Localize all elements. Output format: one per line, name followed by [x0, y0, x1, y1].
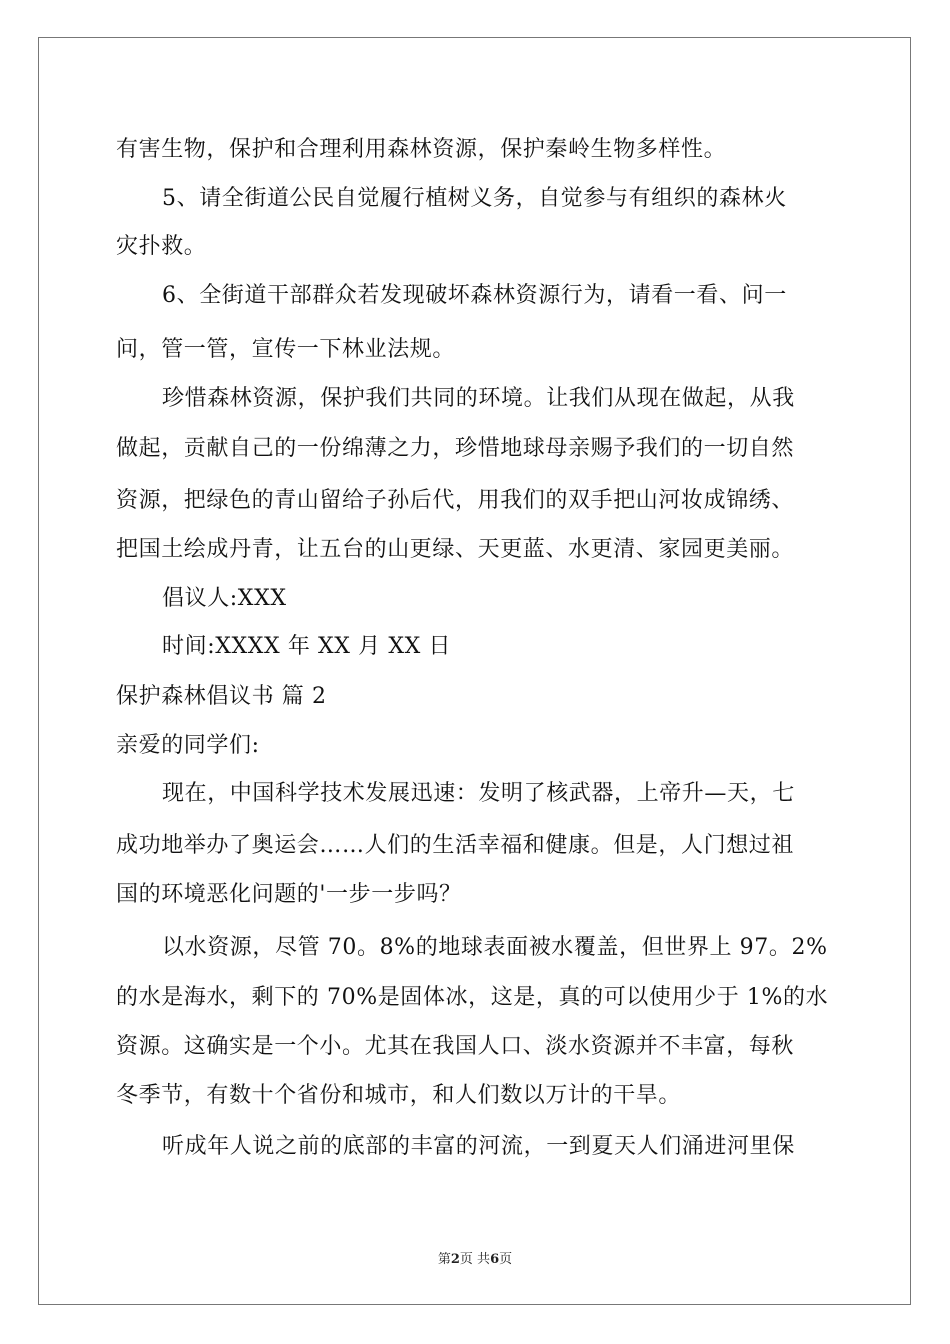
- body-line: 听成年人说之前的底部的丰富的河流，一到夏天人们涌进河里保: [162, 1134, 795, 1159]
- page-border: [38, 37, 911, 1305]
- body-line: 国的环境恶化问题的'一步一步吗？: [116, 882, 462, 907]
- body-line: 问，管一管，宣传一下林业法规。: [116, 337, 456, 362]
- footer-total-pages: 6: [490, 1252, 500, 1267]
- body-line: 成功地举办了奥运会……人们的生活幸福和健康。但是，人门想过祖: [116, 833, 795, 858]
- body-line: 做起，贡献自己的一份绵薄之力，珍惜地球母亲赐予我们的一切自然: [116, 436, 795, 461]
- body-line: 以水资源，尽管 70。8%的地球表面被水覆盖，但世界上 97。2%: [162, 935, 828, 960]
- body-line: 6、全街道干部群众若发现破坏森林资源行为，请看一看、问一: [162, 283, 787, 308]
- footer-suffix: 页: [499, 1252, 513, 1267]
- body-line: 资源。这确实是一个小。尤其在我国人口、淡水资源并不丰富，每秋: [116, 1034, 795, 1059]
- footer-page-number: 2: [450, 1252, 460, 1267]
- greeting-line: 亲爱的同学们:: [116, 733, 260, 758]
- body-line: 冬季节，有数十个省份和城市，和人们数以万计的干旱。: [116, 1083, 682, 1108]
- body-line: 现在，中国科学技术发展迅速：发明了核武器，上帝升—天，七: [162, 781, 795, 806]
- body-line: 的水是海水，剩下的 70%是固体冰，这是，真的可以使用少于 1%的水: [116, 985, 829, 1010]
- date-line: 时间:XXXX 年 XX 月 XX 日: [162, 634, 452, 659]
- body-line: 灾扑救。: [116, 234, 207, 259]
- body-line: 珍惜森林资源，保护我们共同的环境。让我们从现在做起，从我: [162, 386, 795, 411]
- footer-prefix: 第: [437, 1252, 451, 1267]
- body-line: 资源，把绿色的青山留给子孙后代，用我们的双手把山河妆成锦绣、: [116, 488, 795, 513]
- body-line: 有害生物，保护和合理利用森林资源，保护秦岭生物多样性。: [116, 137, 727, 162]
- body-line: 把国土绘成丹青，让五台的山更绿、天更蓝、水更清、家园更美丽。: [116, 537, 795, 562]
- page-footer: [0, 1248, 950, 1267]
- body-line: 5、请全街道公民自觉履行植树义务，自觉参与有组织的森林火: [162, 186, 787, 211]
- footer-mid: 页 共: [459, 1252, 491, 1267]
- section-title: 保护森林倡议书 篇 2: [116, 684, 327, 709]
- signature-line: 倡议人:XXX: [162, 586, 287, 611]
